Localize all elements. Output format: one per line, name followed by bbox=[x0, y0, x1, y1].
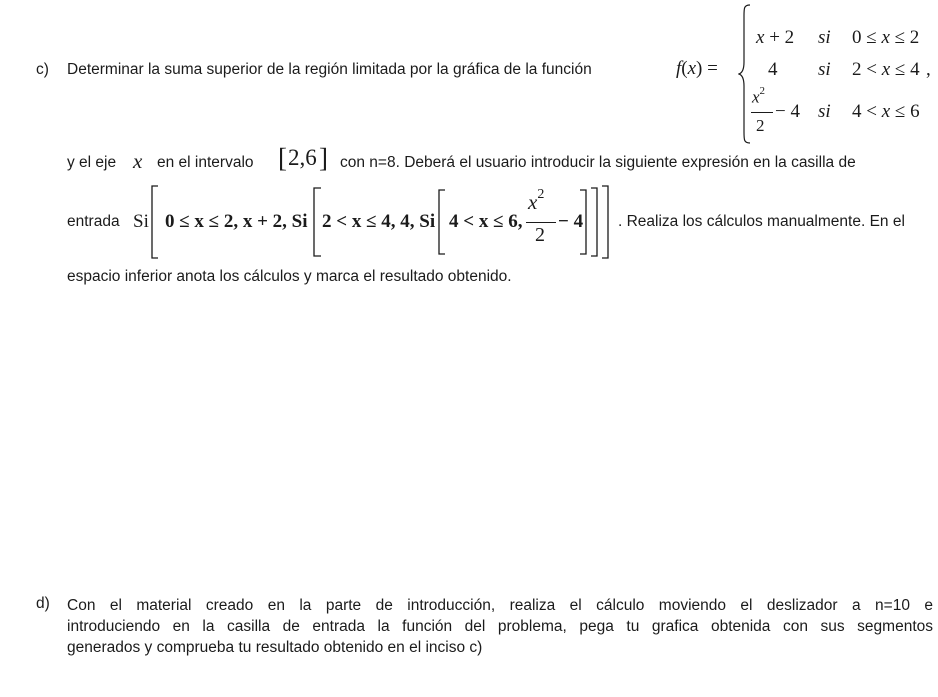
case-3-fraction-denominator: 2 bbox=[756, 116, 765, 135]
case-3-fraction-bar bbox=[751, 112, 773, 113]
interval-close-bracket: ] bbox=[319, 143, 328, 173]
section-d-paragraph bbox=[67, 595, 933, 658]
case-2-si: si bbox=[818, 59, 831, 80]
piecewise-brace bbox=[738, 4, 752, 144]
line3-part-a: entrada bbox=[67, 213, 120, 230]
expr-fraction-numerator: $x^2$ bbox=[528, 187, 545, 214]
case-1-si: si bbox=[818, 27, 831, 48]
line2-part-b: en el intervalo bbox=[157, 154, 254, 171]
axis-variable: x bbox=[133, 149, 143, 173]
case-2-expression: 4 bbox=[768, 59, 778, 80]
expr-fraction-bar bbox=[526, 222, 556, 223]
line3-part-b: . Realiza los cálculos manualmente. En el bbox=[618, 213, 905, 230]
expr-si-1: Si bbox=[133, 211, 149, 232]
case-3-expression-tail: − 4 bbox=[775, 101, 800, 122]
trailing-comma: , bbox=[926, 59, 931, 80]
expr-part-3: 4 < x ≤ 6, bbox=[449, 211, 523, 232]
case-2-condition: 2 < x ≤ 4 bbox=[852, 59, 920, 80]
interval-value: 2,6 bbox=[288, 145, 317, 170]
problem-statement-line1: Determinar la suma superior de la región limitada por la gráfica de la función bbox=[67, 61, 592, 78]
interval-open-bracket: [ bbox=[278, 143, 287, 173]
problem-statement-line4: espacio inferior anota los cálculos y marca el resultado obtenido. bbox=[67, 268, 512, 285]
case-3-si: si bbox=[818, 101, 831, 122]
line2-part-c: con n=8. Deberá el usuario introducir la siguiente expresión en la casilla de bbox=[340, 154, 856, 171]
case-1-expression: x + 2 bbox=[756, 27, 795, 48]
section-d-label: d) bbox=[36, 595, 50, 612]
section-d-line2: introduciendo en la casilla de entrada la función del problema, pega tu grafica obtenida con sus segmentos bbox=[67, 618, 933, 635]
case-3-condition: 4 < x ≤ 6 bbox=[852, 101, 920, 122]
expr-tail: − 4 bbox=[558, 211, 584, 232]
function-label: f(x) = bbox=[676, 58, 718, 79]
case-3-fraction-numerator: $x^2$ bbox=[752, 85, 766, 107]
expr-part-1: 0 ≤ x ≤ 2, x + 2, Si bbox=[165, 211, 308, 232]
expr-fraction-denominator: 2 bbox=[535, 224, 545, 246]
section-d-line1: Con el material creado en la parte de introducción, realiza el cálculo moviendo el deslizador a n=10 e bbox=[67, 597, 933, 614]
section-c-label: c) bbox=[36, 61, 49, 78]
expr-part-2: 2 < x ≤ 4, 4, Si bbox=[322, 211, 436, 232]
case-1-condition: 0 ≤ x ≤ 2 bbox=[852, 27, 920, 48]
line2-part-a: y el eje bbox=[67, 154, 117, 171]
section-d-line3: generados y comprueba tu resultado obtenido en el inciso c) bbox=[67, 639, 483, 656]
